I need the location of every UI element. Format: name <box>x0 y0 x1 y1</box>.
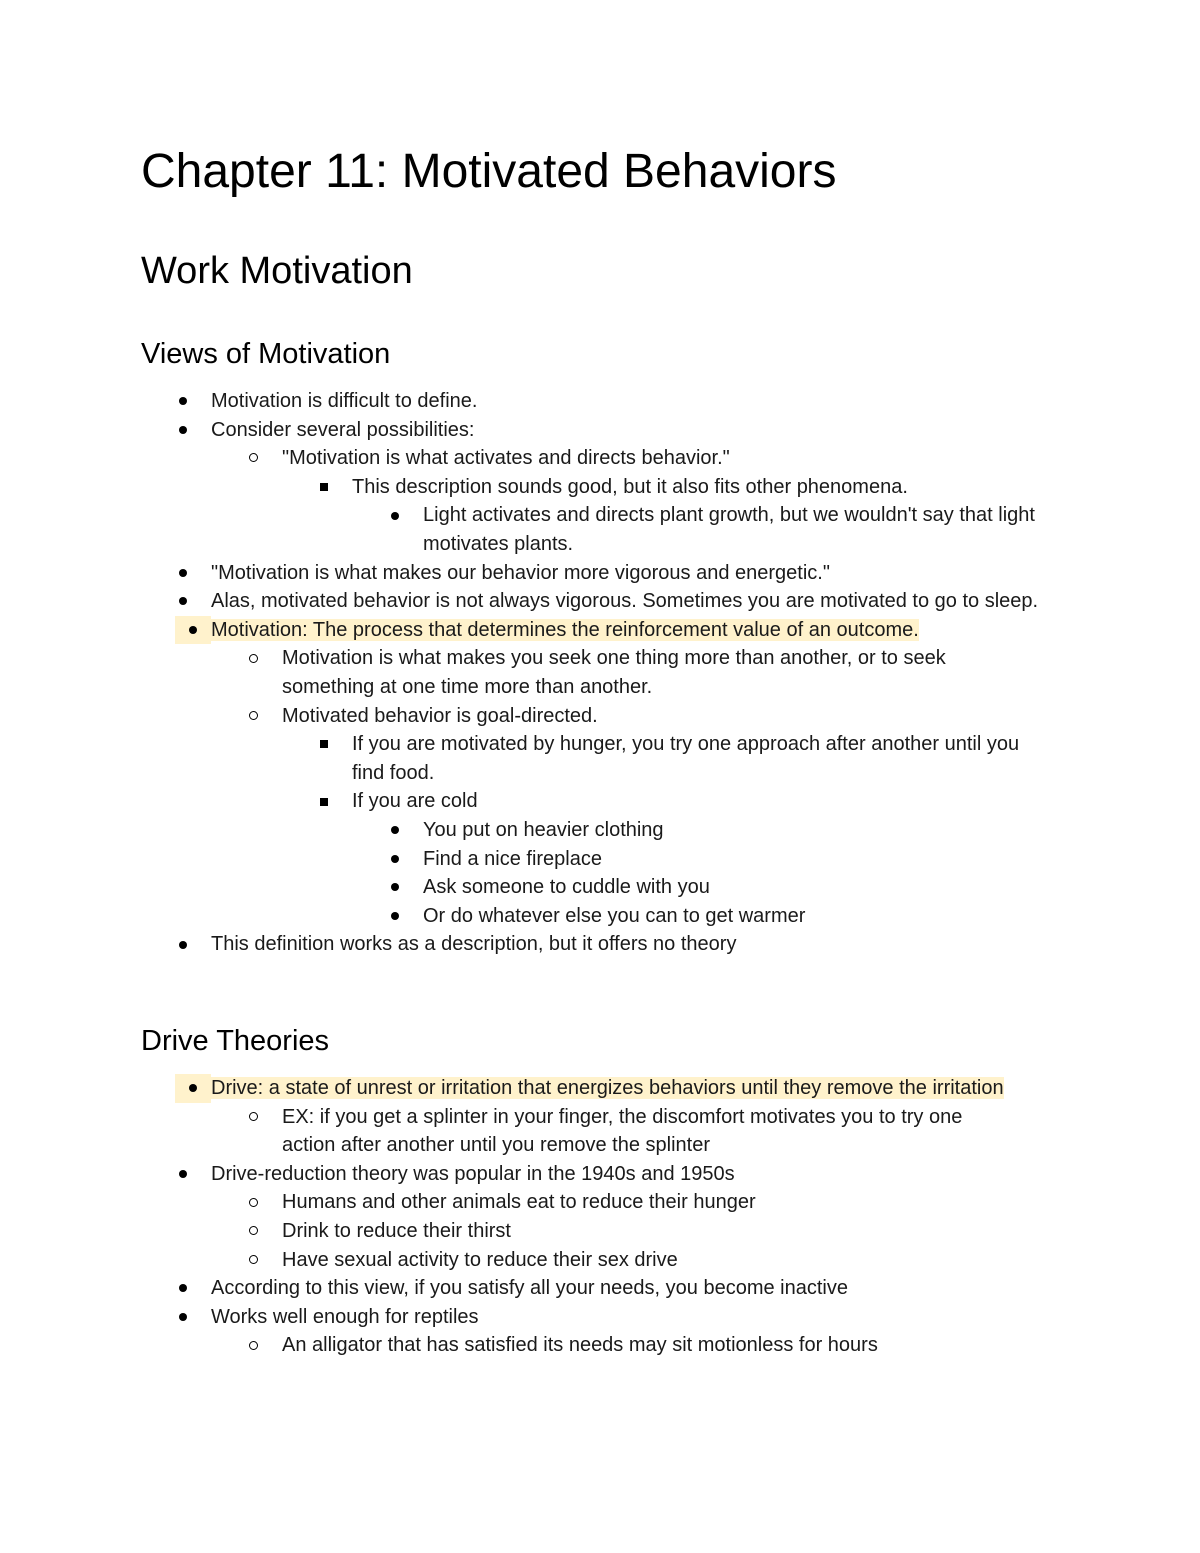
list-item: This definition works as a description, but it offers no theory <box>0 930 1200 959</box>
bullet-icon <box>385 845 405 874</box>
list-item: You put on heavier clothing <box>0 816 1200 845</box>
square-bullet-icon <box>314 787 334 816</box>
bullet-icon <box>385 816 405 845</box>
list-item: Drive-reduction theory was popular in the 1940s and 1950s <box>0 1160 1200 1189</box>
list-item: An alligator that has satisfied its needs may sit motionless for hours <box>0 1331 1200 1360</box>
bullet-icon <box>173 1160 193 1189</box>
list-item: Motivation is difficult to define. <box>0 387 1200 416</box>
drive-list <box>0 1074 1200 1360</box>
list-item: Ask someone to cuddle with you <box>0 873 1200 902</box>
bullet-icon <box>385 873 405 902</box>
hollow-bullet-icon <box>244 1331 264 1360</box>
bullet-icon <box>385 501 405 530</box>
bullet-icon <box>173 559 193 588</box>
hollow-bullet-icon <box>244 644 264 673</box>
list-item: This description sounds good, but it also fits other phenomena. <box>0 473 1200 502</box>
list-item: Have sexual activity to reduce their sex drive <box>0 1246 1200 1275</box>
list-item: Find a nice fireplace <box>0 845 1200 874</box>
list-item: "Motivation is what makes our behavior more vigorous and energetic." <box>0 559 1200 588</box>
section-heading-work-motivation: Work Motivation <box>141 250 413 292</box>
views-list <box>0 387 1200 959</box>
square-bullet-icon <box>314 473 334 502</box>
hollow-bullet-icon <box>244 444 264 473</box>
hollow-bullet-icon <box>244 1217 264 1246</box>
hollow-bullet-icon <box>244 1188 264 1217</box>
bullet-icon <box>173 930 193 959</box>
bullet-icon <box>173 1303 193 1332</box>
list-item: According to this view, if you satisfy all your needs, you become inactive <box>0 1274 1200 1303</box>
document-title: Chapter 11: Motivated Behaviors <box>141 145 837 198</box>
subsection-heading-views: Views of Motivation <box>141 338 391 370</box>
list-item: Works well enough for reptiles <box>0 1303 1200 1332</box>
bullet-icon <box>175 1074 211 1103</box>
list-item: Motivated behavior is goal-directed. <box>0 702 1200 731</box>
subsection-heading-drive: Drive Theories <box>141 1025 330 1057</box>
list-item: EX: if you get a splinter in your finger, the discomfort motivates you to try one action after another until you remove the splinter <box>0 1103 1200 1160</box>
bullet-icon <box>173 416 193 445</box>
list-item: Or do whatever else you can to get warmer <box>0 902 1200 931</box>
square-bullet-icon <box>314 730 334 759</box>
list-item: Light activates and directs plant growth, but we wouldn't say that light motivates plants. <box>0 501 1200 558</box>
hollow-bullet-icon <box>244 1246 264 1275</box>
list-item: Humans and other animals eat to reduce their hunger <box>0 1188 1200 1217</box>
list-item: Motivation is what makes you seek one thing more than another, or to seek something at one time more than another. <box>0 644 1200 701</box>
bullet-icon <box>173 587 193 616</box>
list-item: Alas, motivated behavior is not always vigorous. Sometimes you are motivated to go to sleep. <box>0 587 1200 616</box>
list-item-highlighted: Motivation: The process that determines the reinforcement value of an outcome. <box>0 616 1200 645</box>
list-item: If you are cold <box>0 787 1200 816</box>
list-item: "Motivation is what activates and directs behavior." <box>0 444 1200 473</box>
bullet-icon <box>173 387 193 416</box>
list-item-highlighted: Drive: a state of unrest or irritation that energizes behaviors until they remove the irritation <box>0 1074 1200 1103</box>
list-item: Drink to reduce their thirst <box>0 1217 1200 1246</box>
hollow-bullet-icon <box>244 1103 264 1132</box>
bullet-icon <box>173 1274 193 1303</box>
hollow-bullet-icon <box>244 702 264 731</box>
list-item: If you are motivated by hunger, you try one approach after another until you find food. <box>0 730 1200 787</box>
bullet-icon <box>385 902 405 931</box>
list-item: Consider several possibilities: <box>0 416 1200 445</box>
bullet-icon <box>175 616 211 645</box>
